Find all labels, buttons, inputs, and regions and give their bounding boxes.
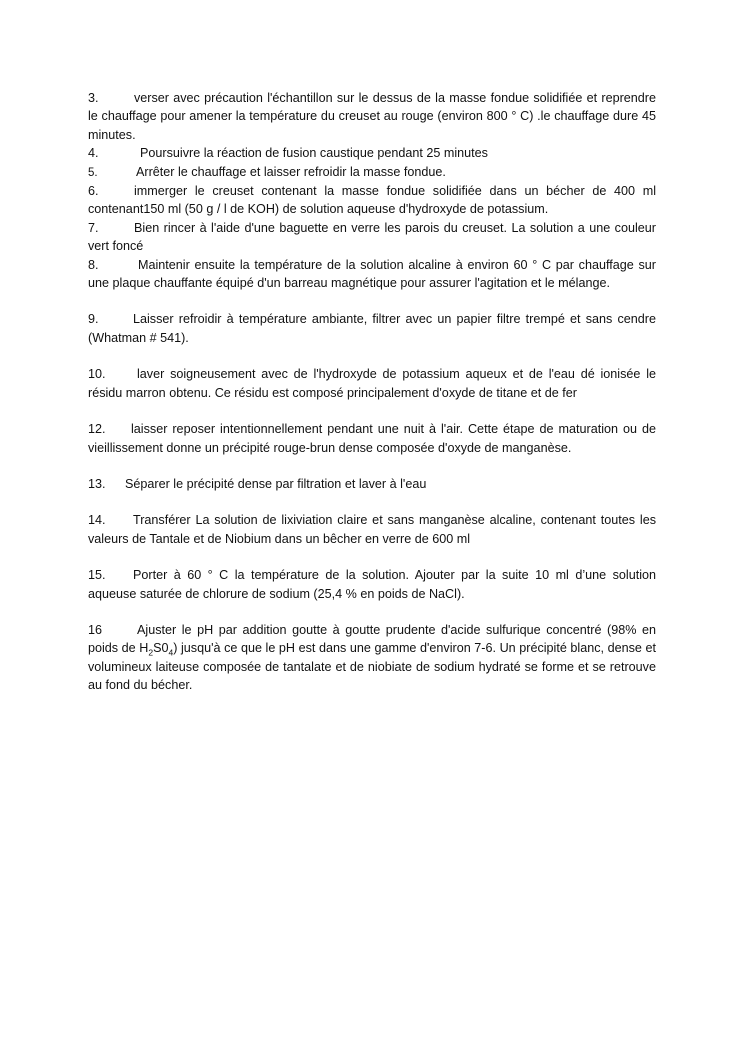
step-9 xyxy=(88,310,656,347)
step-text-mid: S0 xyxy=(153,641,169,656)
step-14 xyxy=(88,511,656,548)
step-number: 16 xyxy=(88,622,103,637)
step-15 xyxy=(88,566,656,603)
step-number: 14. xyxy=(88,513,106,528)
step-13 xyxy=(88,475,656,493)
subscript-2: 2 xyxy=(148,647,154,658)
step-number: 10. xyxy=(88,367,106,382)
document-page xyxy=(88,89,656,695)
step-12 xyxy=(88,420,656,457)
step-number: 5. xyxy=(88,166,98,179)
step-text: Porter à 60 ° C la température de la solution. Ajouter par la suite 10 ml d’une solution aqueuse saturée de chlorure de sodium (25,4 % en poids de NaCl). xyxy=(88,568,656,601)
step-3 xyxy=(88,89,656,144)
step-16 xyxy=(88,621,656,695)
step-text: Arrêter le chauffage et laisser refroidir la masse fondue. xyxy=(136,164,446,179)
step-number: 15. xyxy=(88,568,106,583)
step-number: 6. xyxy=(88,184,99,199)
step-text: immerger le creuset contenant la masse fondue solidifiée dans un bécher de 400 ml contenant150 ml (50 g / l de KOH) de solution aqueuse d'hydroxyde de potassium. xyxy=(88,184,656,217)
step-text: Bien rincer à l'aide d'une baguette en verre les parois du creuset. La solution a une couleur vert foncé xyxy=(88,220,656,254)
step-text: laver soigneusement avec de l'hydroxyde de potassium aqueux et de l'eau dé ionisée le résidu marron obtenu. Ce résidu est composé principalement d'oxyde de titane et de fer xyxy=(88,367,656,400)
step-5 xyxy=(88,163,656,182)
step-text: Transférer La solution de lixiviation claire et sans manganèse alcaline, contenant toutes les valeurs de Tantale et de Niobium dans un bêcher en verre de 600 ml xyxy=(88,513,656,546)
step-number: 4. xyxy=(88,146,99,161)
step-text: Séparer le précipité dense par filtration et laver à l'eau xyxy=(125,476,427,491)
step-text: laisser reposer intentionnellement pendant une nuit à l'air. Cette étape de maturation ou de vieillissement donne un précipité rouge-brun dense composée d'oxyde de manganèse. xyxy=(88,422,656,455)
step-text: Poursuivre la réaction de fusion caustique pendant 25 minutes xyxy=(140,146,488,161)
step-8 xyxy=(88,256,656,293)
step-6 xyxy=(88,182,656,219)
subscript-4: 4 xyxy=(168,647,174,658)
step-number: 13. xyxy=(88,476,106,491)
step-text: verser avec précaution l'échantillon sur le dessus de la masse fondue solidifiée et reprendre le chauffage pour amener la température du creuset au rouge (environ 800 ° C) .le chauffage dure 45 minutes. xyxy=(88,91,656,142)
step-number: 8. xyxy=(88,257,99,272)
step-number: 7. xyxy=(88,220,99,235)
step-7 xyxy=(88,219,656,256)
step-text-before: Ajuster le pH par addition goutte à goutte prudente d'acide sulfurique concentré (98% en poids de H xyxy=(88,622,656,656)
step-text: Maintenir ensuite la température de la solution alcaline à environ 60 ° C par chauffage sur une plaque chauffante équipé d'un barreau magnétique pour assurer l'agitation et le mélange. xyxy=(88,257,656,291)
step-text-after: ) jusqu'à ce que le pH est dans une gamme d'environ 7-6. Un précipité blanc, dense et volumineux laiteuse composée de tantalate et de niobiate de sodium hydraté se forme et se retrouve au fond du bécher. xyxy=(88,641,656,693)
step-number: 9. xyxy=(88,312,99,327)
step-4 xyxy=(88,144,656,162)
step-number: 3. xyxy=(88,91,99,105)
step-text: Laisser refroidir à température ambiante, filtrer avec un papier filtre trempé et sans cendre (Whatman # 541). xyxy=(88,312,656,345)
step-number: 12. xyxy=(88,422,106,437)
step-10 xyxy=(88,365,656,402)
